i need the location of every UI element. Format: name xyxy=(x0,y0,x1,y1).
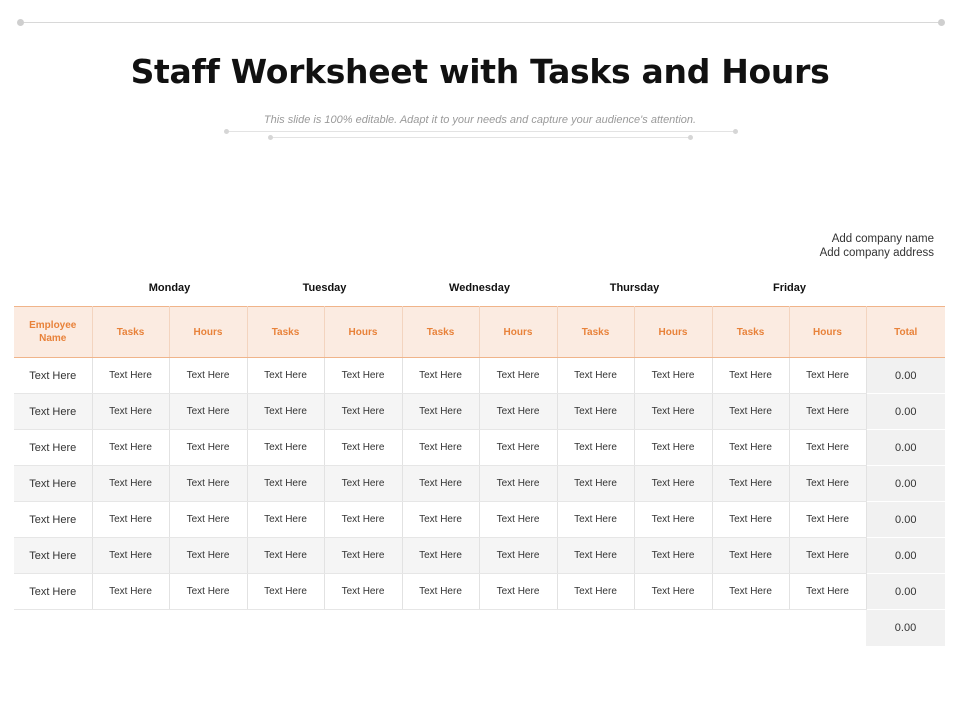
tasks-cell[interactable]: Text Here xyxy=(712,466,789,502)
tasks-cell[interactable]: Text Here xyxy=(402,502,479,538)
hours-cell[interactable]: Text Here xyxy=(789,538,866,574)
hours-cell[interactable]: Text Here xyxy=(324,502,402,538)
hours-cell[interactable]: Text Here xyxy=(789,466,866,502)
tasks-cell[interactable]: Text Here xyxy=(92,394,169,430)
employee-name-cell[interactable]: Text Here xyxy=(14,538,92,574)
tasks-cell[interactable]: Text Here xyxy=(247,502,324,538)
hours-cell[interactable]: Text Here xyxy=(169,430,247,466)
employee-name-cell[interactable]: Text Here xyxy=(14,574,92,610)
header-hours: Hours xyxy=(789,307,866,358)
tasks-cell[interactable]: Text Here xyxy=(712,538,789,574)
header-employee-line1: Employee xyxy=(29,320,77,331)
hours-cell[interactable]: Text Here xyxy=(634,394,712,430)
company-info xyxy=(820,232,934,260)
subtitle-divider-1 xyxy=(226,131,736,132)
tasks-cell[interactable]: Text Here xyxy=(92,502,169,538)
page-subtitle: This slide is 100% editable. Adapt it to your needs and capture your audience's attention. xyxy=(263,114,697,126)
employee-name-cell[interactable]: Text Here xyxy=(14,394,92,430)
header-tasks: Tasks xyxy=(92,307,169,358)
day-friday: Friday xyxy=(772,282,806,294)
tasks-cell[interactable]: Text Here xyxy=(92,430,169,466)
hours-cell[interactable]: Text Here xyxy=(634,538,712,574)
hours-cell[interactable]: Text Here xyxy=(324,358,402,394)
row-total-cell: 0.00 xyxy=(866,502,945,538)
worksheet-table xyxy=(14,306,945,646)
tasks-cell[interactable]: Text Here xyxy=(402,394,479,430)
hours-cell[interactable]: Text Here xyxy=(169,574,247,610)
hours-cell[interactable]: Text Here xyxy=(789,574,866,610)
header-tasks: Tasks xyxy=(712,307,789,358)
hours-cell[interactable]: Text Here xyxy=(324,538,402,574)
table-row xyxy=(14,394,945,430)
row-total-cell: 0.00 xyxy=(866,430,945,466)
tasks-cell[interactable]: Text Here xyxy=(557,502,634,538)
hours-cell[interactable]: Text Here xyxy=(479,358,557,394)
employee-name-cell[interactable]: Text Here xyxy=(14,430,92,466)
table-row xyxy=(14,358,945,394)
hours-cell[interactable]: Text Here xyxy=(479,574,557,610)
tasks-cell[interactable]: Text Here xyxy=(92,466,169,502)
tasks-cell[interactable]: Text Here xyxy=(402,358,479,394)
hours-cell[interactable]: Text Here xyxy=(324,394,402,430)
tasks-cell[interactable]: Text Here xyxy=(92,538,169,574)
table-header-row xyxy=(14,307,945,358)
hours-cell[interactable]: Text Here xyxy=(789,394,866,430)
tasks-cell[interactable]: Text Here xyxy=(557,430,634,466)
header-hours: Hours xyxy=(479,307,557,358)
hours-cell[interactable]: Text Here xyxy=(634,358,712,394)
tasks-cell[interactable]: Text Here xyxy=(712,394,789,430)
row-total-cell: 0.00 xyxy=(866,574,945,610)
day-thursday: Thursday xyxy=(609,282,660,294)
grand-total-row xyxy=(14,610,945,646)
header-tasks: Tasks xyxy=(247,307,324,358)
hours-cell[interactable]: Text Here xyxy=(479,502,557,538)
hours-cell[interactable]: Text Here xyxy=(324,430,402,466)
hours-cell[interactable]: Text Here xyxy=(169,502,247,538)
employee-name-cell[interactable]: Text Here xyxy=(14,358,92,394)
hours-cell[interactable]: Text Here xyxy=(789,502,866,538)
tasks-cell[interactable]: Text Here xyxy=(247,394,324,430)
day-monday: Monday xyxy=(148,282,191,294)
hours-cell[interactable]: Text Here xyxy=(169,538,247,574)
tasks-cell[interactable]: Text Here xyxy=(557,538,634,574)
table-row xyxy=(14,574,945,610)
tasks-cell[interactable]: Text Here xyxy=(92,358,169,394)
tasks-cell[interactable]: Text Here xyxy=(247,466,324,502)
hours-cell[interactable]: Text Here xyxy=(324,574,402,610)
header-employee-name xyxy=(14,307,92,358)
hours-cell[interactable]: Text Here xyxy=(169,466,247,502)
header-tasks: Tasks xyxy=(557,307,634,358)
tasks-cell[interactable]: Text Here xyxy=(402,538,479,574)
company-address: Add company address xyxy=(819,247,934,259)
hours-cell[interactable]: Text Here xyxy=(634,430,712,466)
tasks-cell[interactable]: Text Here xyxy=(402,466,479,502)
tasks-cell[interactable]: Text Here xyxy=(402,574,479,610)
row-total-cell: 0.00 xyxy=(866,466,945,502)
hours-cell[interactable]: Text Here xyxy=(634,466,712,502)
header-hours: Hours xyxy=(169,307,247,358)
company-name: Add company name xyxy=(831,233,934,245)
tasks-cell[interactable]: Text Here xyxy=(712,430,789,466)
hours-cell[interactable]: Text Here xyxy=(169,394,247,430)
subtitle-divider-dot xyxy=(268,135,273,140)
tasks-cell[interactable]: Text Here xyxy=(557,358,634,394)
table-body xyxy=(14,358,945,646)
hours-cell[interactable]: Text Here xyxy=(479,538,557,574)
divider-dot-right xyxy=(938,19,945,26)
tasks-cell[interactable]: Text Here xyxy=(712,502,789,538)
subtitle-divider-dot xyxy=(733,129,738,134)
header-tasks: Tasks xyxy=(402,307,479,358)
header-employee-line2: Name xyxy=(39,333,67,344)
header-hours: Hours xyxy=(634,307,712,358)
subtitle-divider-dot xyxy=(224,129,229,134)
day-labels xyxy=(14,282,945,298)
hours-cell[interactable]: Text Here xyxy=(169,358,247,394)
day-tuesday: Tuesday xyxy=(302,282,347,294)
table-row xyxy=(14,430,945,466)
grand-total-spacer xyxy=(14,610,866,646)
tasks-cell[interactable]: Text Here xyxy=(247,358,324,394)
tasks-cell[interactable]: Text Here xyxy=(557,574,634,610)
table-row xyxy=(14,466,945,502)
tasks-cell[interactable]: Text Here xyxy=(247,538,324,574)
tasks-cell[interactable]: Text Here xyxy=(92,574,169,610)
tasks-cell[interactable]: Text Here xyxy=(247,430,324,466)
table-row xyxy=(14,538,945,574)
employee-name-cell[interactable]: Text Here xyxy=(14,466,92,502)
row-total-cell: 0.00 xyxy=(866,538,945,574)
tasks-cell[interactable]: Text Here xyxy=(712,574,789,610)
hours-cell[interactable]: Text Here xyxy=(634,574,712,610)
subtitle-divider-2 xyxy=(270,137,691,138)
row-total-cell: 0.00 xyxy=(866,358,945,394)
grand-total-cell: 0.00 xyxy=(866,610,945,646)
header-hours: Hours xyxy=(324,307,402,358)
page-title: Staff Worksheet with Tasks and Hours xyxy=(130,52,830,91)
divider-dot-left xyxy=(17,19,24,26)
hours-cell[interactable]: Text Here xyxy=(789,430,866,466)
tasks-cell[interactable]: Text Here xyxy=(712,358,789,394)
row-total-cell: 0.00 xyxy=(866,394,945,430)
table-row xyxy=(14,502,945,538)
hours-cell[interactable]: Text Here xyxy=(634,502,712,538)
subtitle-divider-dot xyxy=(688,135,693,140)
tasks-cell[interactable]: Text Here xyxy=(557,466,634,502)
top-divider xyxy=(20,22,942,23)
hours-cell[interactable]: Text Here xyxy=(479,430,557,466)
tasks-cell[interactable]: Text Here xyxy=(557,394,634,430)
tasks-cell[interactable]: Text Here xyxy=(402,430,479,466)
hours-cell[interactable]: Text Here xyxy=(789,358,866,394)
hours-cell[interactable]: Text Here xyxy=(479,394,557,430)
employee-name-cell[interactable]: Text Here xyxy=(14,502,92,538)
header-total: Total xyxy=(866,307,945,358)
hours-cell[interactable]: Text Here xyxy=(324,466,402,502)
hours-cell[interactable]: Text Here xyxy=(479,466,557,502)
tasks-cell[interactable]: Text Here xyxy=(247,574,324,610)
day-wednesday: Wednesday xyxy=(449,282,510,294)
